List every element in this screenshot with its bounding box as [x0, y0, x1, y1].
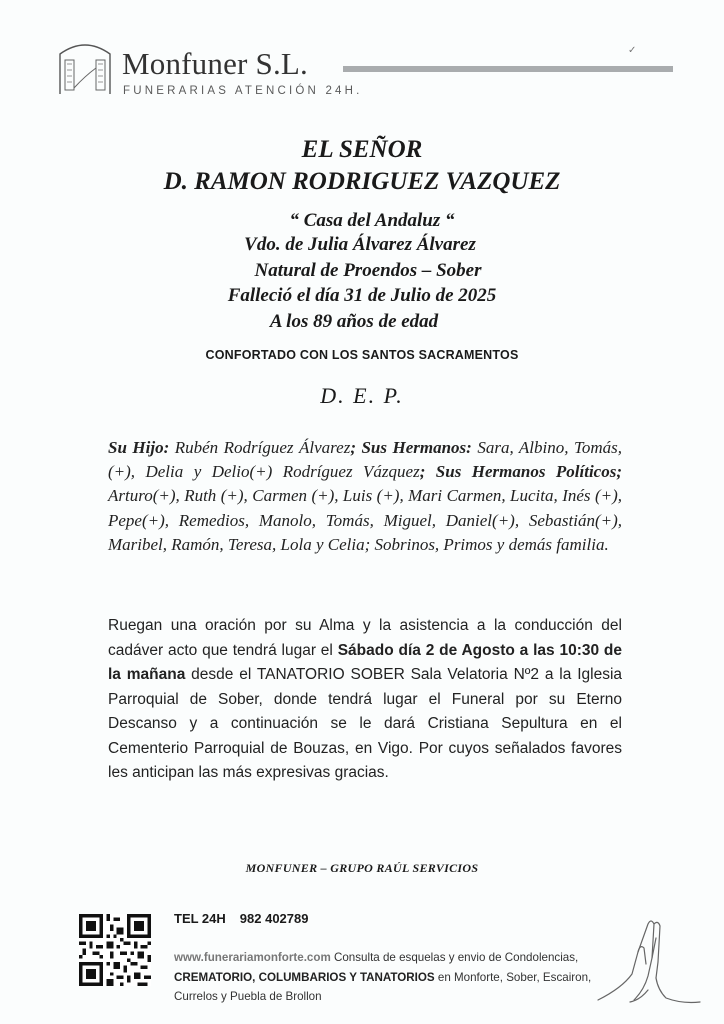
- sacraments-line: CONFORTADO CON LOS SANTOS SACRAMENTOS: [205, 348, 519, 362]
- deceased-name: D. RAMON RODRIGUEZ VAZQUEZ: [163, 168, 561, 195]
- family-text: Rubén Rodríguez Álvarez: [169, 438, 351, 457]
- family-heading-siblings: ; Sus Hermanos:: [350, 438, 472, 457]
- funeral-datetime: Sábado día 2 de Agosto a las 10:30 de la mañana: [108, 641, 623, 683]
- prayer-text: desde el TANATORIO SOBER Sala Velatoria Nº2 a la Iglesia Parroquial de Sober, donde tendrá lugar el Funeral por su Eterno Descanso y a continuación se le dará Cristiana Sepultura en el Cementerio Parroquial de Bouzas, en Vigo. Por cuyos señalados favores les anticipan las más expresivas gracias.: [108, 666, 623, 781]
- stray-mark: ✓: [628, 45, 637, 56]
- gate-pillars-icon: [56, 40, 114, 96]
- family-paragraph: [108, 436, 622, 557]
- family-heading-son: Su Hijo:: [108, 438, 170, 457]
- origin: Natural de Proendos – Sober: [254, 260, 482, 281]
- phone-label: TEL 24H: [174, 911, 226, 926]
- notice-title: EL SEÑOR: [301, 136, 423, 163]
- death-date: Falleció el día 31 de Julio de 2025: [227, 285, 497, 306]
- funeral-details-paragraph: [108, 614, 622, 786]
- phone-line: [174, 911, 308, 926]
- footer-text: [174, 948, 604, 1007]
- prayer-text: Ruegan una oración por su Alma y la asistencia a la conducción del cadáver acto que tendrá lugar el: [108, 617, 622, 659]
- website-link[interactable]: www.funerariamonforte.com: [174, 951, 331, 964]
- brand-tagline: FUNERARIAS ATENCIÓN 24H.: [123, 85, 363, 97]
- services-list: CREMATORIO, COLUMBARIOS Y TANATORIOS: [174, 970, 435, 984]
- footer-text-2: en Monforte, Sober, Escairon, Currelos y Puebla de Brollon: [174, 970, 592, 1003]
- qr-code-icon[interactable]: [79, 914, 151, 986]
- family-text: Arturo(+), Ruth (+), Carmen (+), Luis (+), Mari Carmen, Lucita, Inés (+), Pepe(+), Remedios, Manolo, Tomás, Miguel, Daniel(+), Sebastián(+), Maribel, Ramón, Teresa, Lola y Celia; Sobrinos, Primos y demás familia.: [108, 486, 622, 554]
- brand-name: Monfuner S.L.: [122, 46, 308, 81]
- phone-number[interactable]: 982 402789: [239, 911, 309, 926]
- family-text: Sara, Albino, Tomás,(+), Delia y Delio(+) Rodríguez Vázquez: [108, 438, 622, 482]
- dep-line: D. E. P.: [320, 383, 404, 408]
- footer-text-1: Consulta de esquelas y envio de Condolencias,: [330, 951, 579, 964]
- family-heading-in-laws: ; Sus Hermanos Políticos;: [419, 462, 623, 482]
- age: A los 89 años de edad: [269, 311, 439, 332]
- group-name: MONFUNER – GRUPO RAÚL SERVICIOS: [245, 861, 479, 875]
- praying-hands-icon: [592, 918, 702, 1006]
- header-divider: [343, 66, 673, 72]
- widower-of: Vdo. de Julia Álvarez Álvarez: [244, 234, 476, 255]
- nickname: “ Casa del Andaluz “: [289, 210, 455, 231]
